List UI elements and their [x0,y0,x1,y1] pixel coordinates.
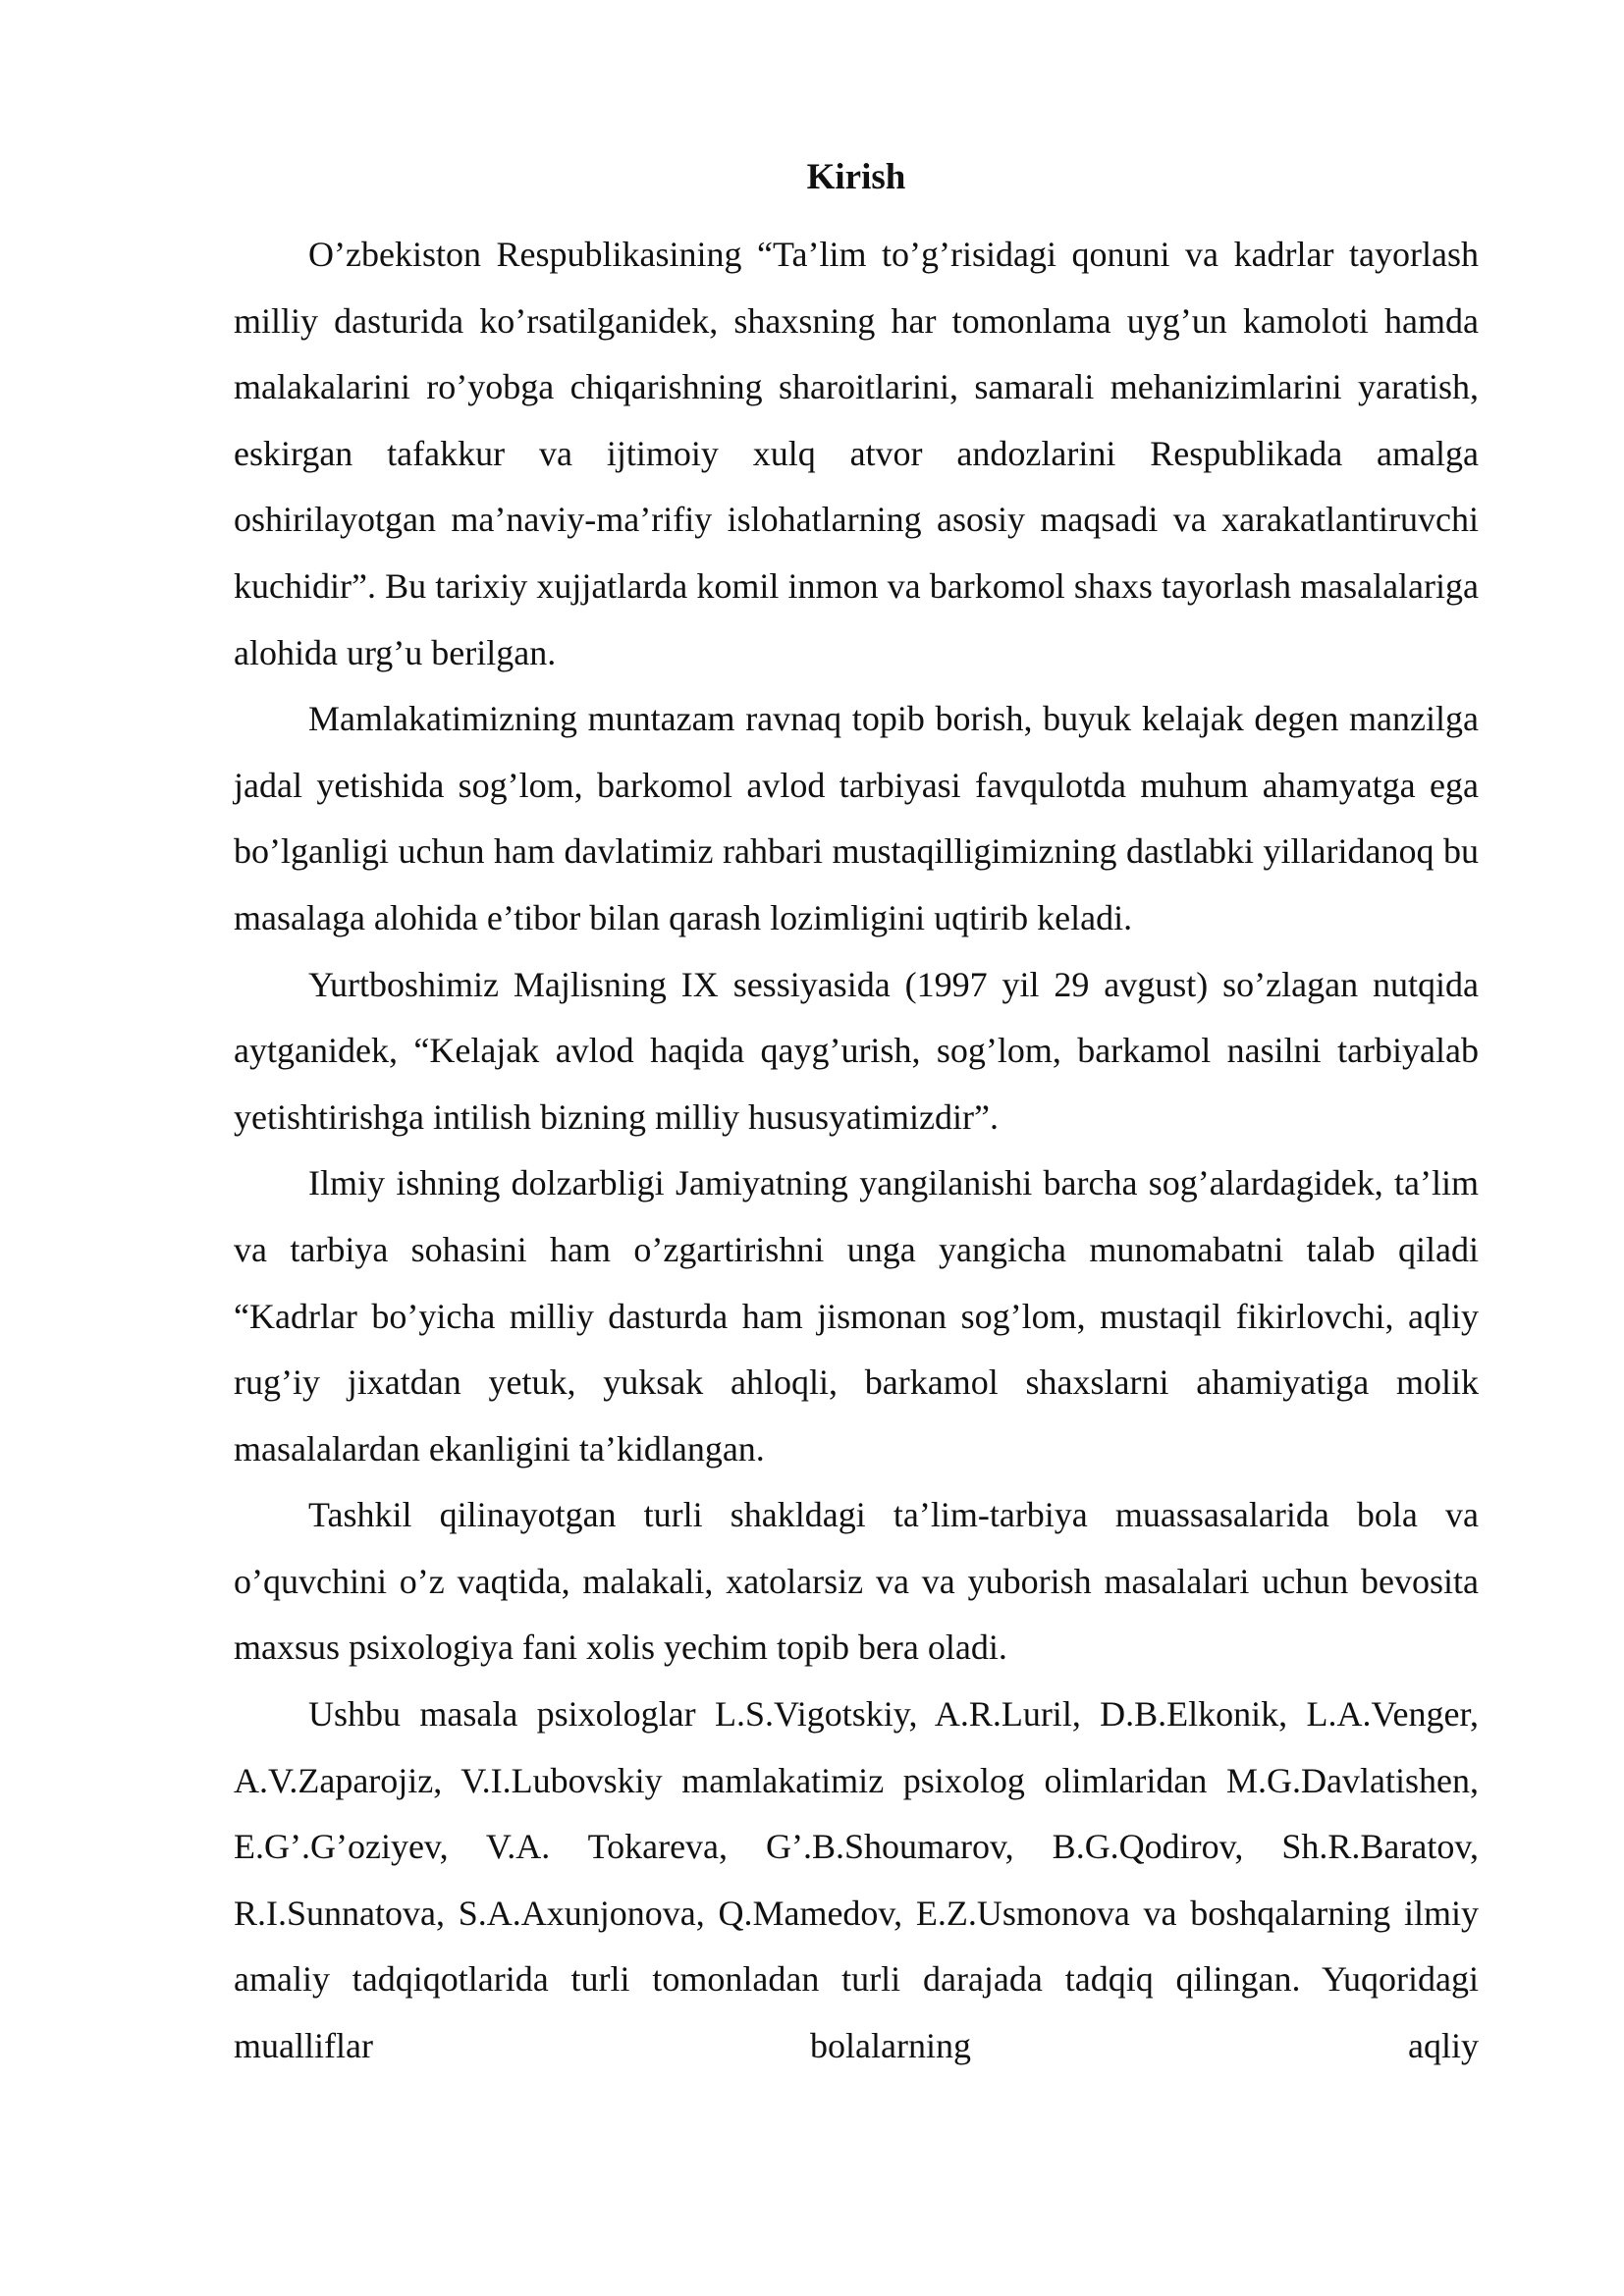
paragraph-3: Yurtboshimiz Majlisning IX sessiyasida (1997 yil 29 avgust) so’zlagan nutqida aytganidek, “Kelajak avlod haqida qayg’urish, sog’lom, barkamol nasilni tarbiyalab yetishtirishga intilish bizning milliy hususyatimizdir”. [234,964,1479,1137]
paragraph-6: Ushbu masala psixologlar L.S.Vigotskiy, A.R.Luril, D.B.Elkonik, L.A.Venger, A.V.Zaparojiz, V.I.Lubovskiy mamlakatimiz psixolog olimlaridan M.G.Davlatishen, E.G’.G’oziyev, V.A. Tokareva, G’.B.Shoumarov, B.G.Qodirov, Sh.R.Baratov, R.I.Sunnatova, S.A.Axunjonova, Q.Mamedov, E.Z.Usmonova va boshqalarning ilmiy amaliy tadqiqotlarida turli tomonladan turli darajada tadqiq qilingan. Yuqoridagi mualliflar bolalarning aqliy [234,1694,1479,2066]
paragraph-5: Tashkil qilinayotgan turli shakldagi ta’lim-tarbiya muassasalarida bola va o’quvchini o’z vaqtida, malakali, xatolarsiz va va yuborish masalalari uchun bevosita maxsus psixologiya fani xolis yechim topib bera oladi. [234,1495,1479,1668]
paragraph-2: Mamlakatimizning muntazam ravnaq topib borish, buyuk kelajak degen manzilga jadal yetishida sog’lom, barkomol avlod tarbiyasi favqulotda muhum ahamyatga ega bo’lganligi uchun ham davlatimiz rahbari mustaqilligimizning dastlabki yillaridanoq bu masalaga alohida e’tibor bilan qarash lozimligini uqtirib keladi. [234,699,1479,937]
paragraph-4: Ilmiy ishning dolzarbligi Jamiyatning yangilanishi barcha sog’alardagidek, ta’lim va tarbiya sohasini ham o’zgartirishni unga yangicha munomabatni talab qiladi “Kadrlar bo’yicha milliy dasturda ham jismonan sog’lom, mustaqil fikirlovchi, aqliy rug’iy jixatdan yetuk, yuksak ahloqli, barkamol shaxslarni ahamiyatiga molik masalalardan ekanligini ta’kidlangan. [234,1163,1479,1468]
paragraph-1: O’zbekiston Respublikasining “Ta’lim to’g’risidagi qonuni va kadrlar tayorlash milliy dasturida ko’rsatilganidek, shaxsning har tomonlama uyg’un kamoloti hamda malakalarini ro’yobga chiqarishning sharoitlarini, samarali mehanizimlarini yaratish, eskirgan tafakkur va ijtimoiy xulq atvor andozlarini Respublikada amalga oshirilayotgan ma’naviy-ma’rifiy islohatlarning asosiy maqsadi va xarakatlantiruvchi kuchidir”. Bu tarixiy xujjatlarda komil inmon va barkomol shaxs tayorlash masalalariga alohida urg’u berilgan. [234,235,1479,672]
document-page [234,147,1479,2080]
document-title: Kirish [806,157,906,197]
